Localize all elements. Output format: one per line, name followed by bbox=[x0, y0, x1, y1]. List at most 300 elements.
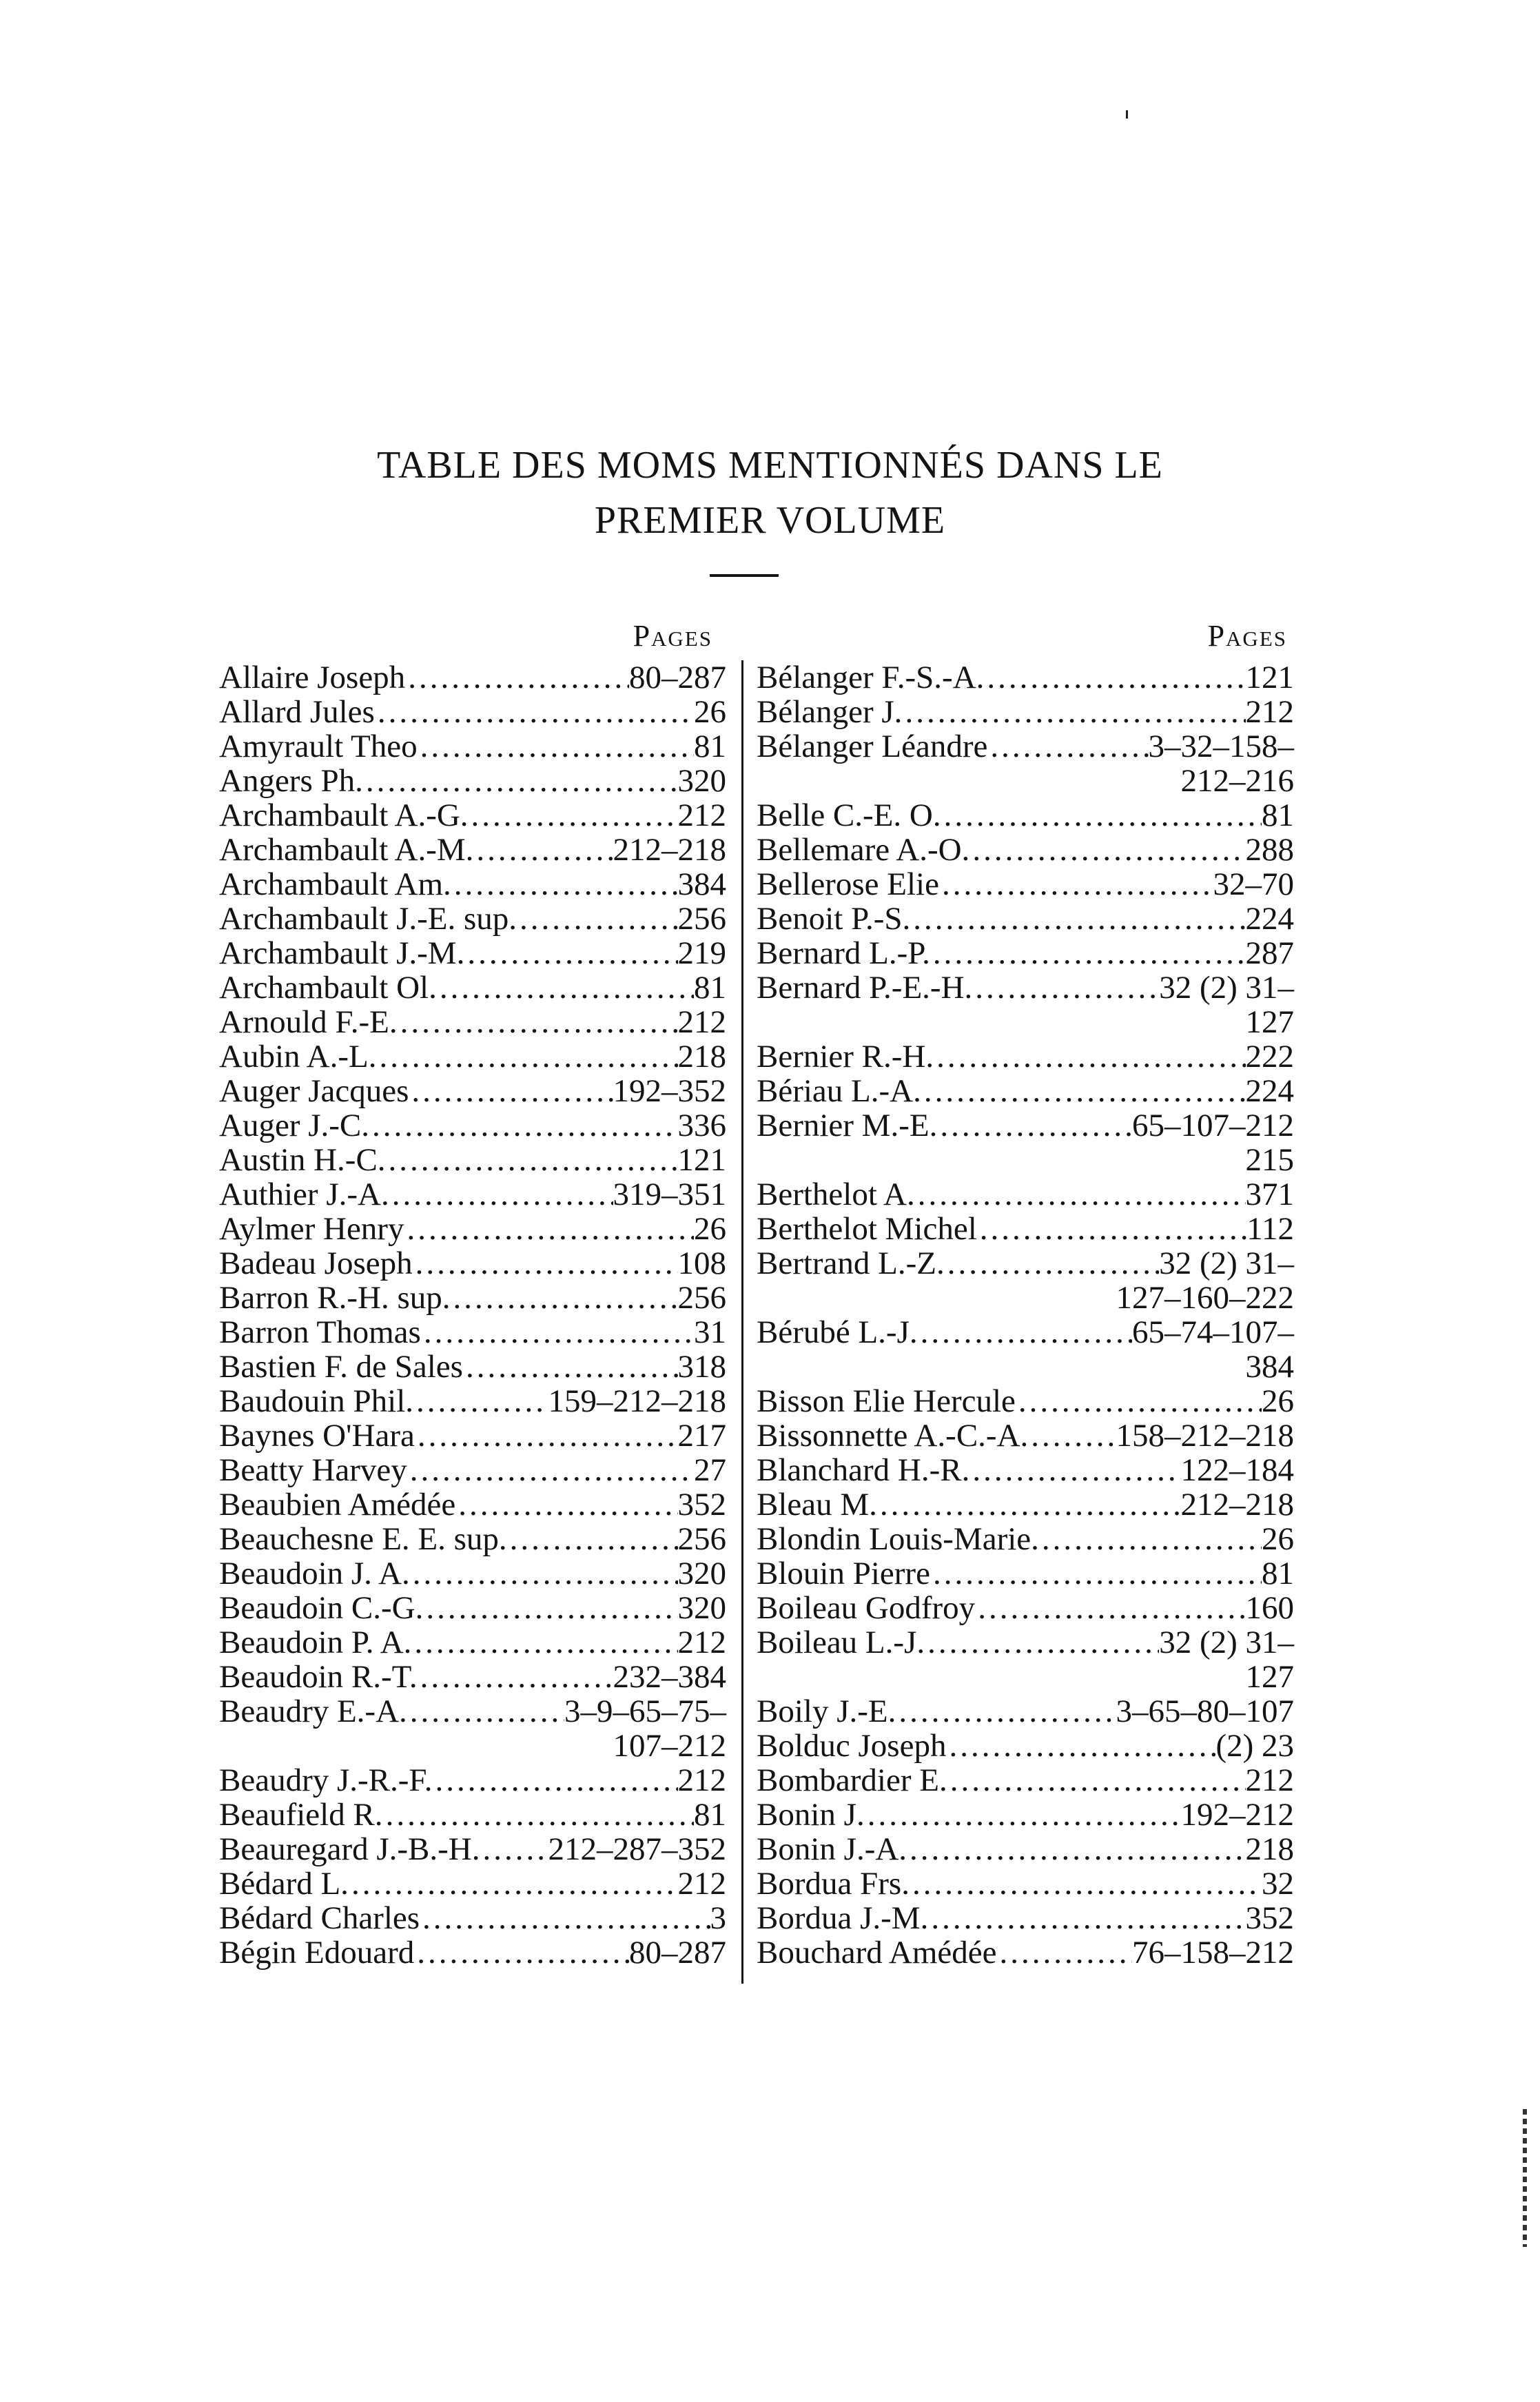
entry-name: Aubin A.-L. bbox=[219, 1039, 377, 1075]
index-entry bbox=[757, 1384, 1294, 1418]
entry-pages: 122–184 bbox=[1180, 1452, 1294, 1488]
left-column bbox=[219, 612, 726, 1970]
index-entry bbox=[757, 1763, 1294, 1798]
entry-name: Bellemare A.-O. bbox=[757, 832, 970, 868]
entry-name: Berthelot A. bbox=[757, 1177, 915, 1212]
index-entry bbox=[757, 1074, 1294, 1108]
dot-leader bbox=[946, 1729, 1215, 1763]
dot-leader bbox=[418, 729, 694, 764]
column-divider bbox=[741, 660, 743, 1984]
dot-leader bbox=[925, 1625, 1159, 1660]
dot-leader bbox=[376, 1039, 677, 1074]
entry-name: Boileau L.-J. bbox=[757, 1625, 925, 1660]
index-entry bbox=[219, 867, 726, 902]
index-entry bbox=[219, 1384, 726, 1418]
dot-leader bbox=[404, 1212, 694, 1246]
entry-name: Beauchesne E. E. sup. bbox=[219, 1521, 507, 1557]
index-entry bbox=[757, 1039, 1294, 1074]
entry-name: Bernier M.-E. bbox=[757, 1108, 938, 1143]
index-entry bbox=[219, 764, 726, 798]
entry-name: Bolduc Joseph bbox=[757, 1728, 947, 1764]
dot-leader bbox=[451, 1281, 678, 1315]
entry-name: Beatty Harvey bbox=[219, 1452, 407, 1488]
dot-leader bbox=[369, 1108, 678, 1143]
entry-pages: 3–9–65–75– bbox=[564, 1693, 726, 1729]
dot-leader bbox=[930, 936, 1246, 970]
entry-name: Bernier R.-H. bbox=[757, 1039, 934, 1075]
index-entry bbox=[757, 1350, 1294, 1384]
entry-name: Austin H.-C. bbox=[219, 1142, 386, 1178]
entry-pages: 212 bbox=[677, 797, 726, 833]
entry-name: Auger J.-C. bbox=[219, 1108, 369, 1143]
entry-pages: 212 bbox=[677, 1762, 726, 1798]
dot-leader bbox=[896, 1694, 1116, 1729]
dot-leader bbox=[969, 1453, 1180, 1487]
dot-leader bbox=[473, 833, 613, 867]
index-entry bbox=[219, 1522, 726, 1556]
name-index-table bbox=[219, 0, 1294, 2402]
title-line-1: TABLE DES MOMS MENTIONNÉS DANS LE bbox=[377, 444, 1163, 487]
index-entry bbox=[219, 1901, 726, 1935]
entry-name: Bédard Charles bbox=[219, 1900, 420, 1936]
entry-pages: 26 bbox=[694, 1211, 726, 1247]
dot-leader bbox=[517, 902, 677, 936]
entry-pages: 320 bbox=[677, 1556, 726, 1591]
entry-name: Boily J.-E. bbox=[757, 1693, 896, 1729]
dot-leader bbox=[469, 798, 678, 833]
dot-leader bbox=[947, 1763, 1246, 1798]
entry-name: Boileau Godfroy bbox=[757, 1590, 976, 1626]
entry-name: Blouin Pierre bbox=[757, 1556, 930, 1591]
entry-pages: 212–287–352 bbox=[548, 1831, 726, 1867]
index-entry bbox=[219, 695, 726, 729]
entry-name: Bastien F. de Sales bbox=[219, 1349, 463, 1385]
index-entry bbox=[757, 1694, 1294, 1729]
index-entry bbox=[219, 1625, 726, 1660]
dot-leader bbox=[413, 1384, 548, 1418]
index-entry bbox=[757, 1143, 1294, 1177]
index-entry bbox=[219, 1418, 726, 1453]
dot-leader bbox=[941, 798, 1262, 833]
entry-name: Barron R.-H. sup. bbox=[219, 1280, 451, 1316]
index-entry bbox=[219, 970, 726, 1005]
page-edge-mark bbox=[1523, 2109, 1527, 2247]
left-pages-header: Pages bbox=[633, 619, 712, 653]
dot-leader bbox=[969, 833, 1245, 867]
entry-pages: 81 bbox=[1262, 1556, 1294, 1591]
index-entry bbox=[757, 1212, 1294, 1246]
index-entry bbox=[757, 1418, 1294, 1453]
entry-name: Beaufield R. bbox=[219, 1797, 383, 1833]
dot-leader bbox=[383, 1798, 694, 1832]
entry-pages: 319–351 bbox=[613, 1177, 726, 1212]
entry-name: Bombardier E. bbox=[757, 1762, 947, 1798]
entry-name: Bisson Elie Hercule bbox=[757, 1383, 1016, 1419]
entry-name: Auger Jacques bbox=[219, 1073, 409, 1109]
entry-pages: 3 bbox=[710, 1900, 726, 1936]
dot-leader bbox=[414, 1935, 629, 1970]
entry-name: Bordua J.-M. bbox=[757, 1900, 929, 1936]
entry-pages: 160 bbox=[1245, 1590, 1294, 1626]
entry-pages: 384 bbox=[677, 866, 726, 902]
index-entry bbox=[757, 833, 1294, 867]
index-entry bbox=[757, 1832, 1294, 1866]
index-entry bbox=[219, 902, 726, 936]
entry-name: Beaudry E.-A. bbox=[219, 1693, 407, 1729]
entry-pages: 3–32–158– bbox=[1148, 729, 1294, 764]
index-entry bbox=[219, 660, 726, 695]
entry-pages: 32 bbox=[1262, 1866, 1294, 1902]
entry-pages: 159–212–218 bbox=[548, 1383, 726, 1419]
entry-name: Allard Jules bbox=[219, 694, 375, 730]
entry-pages: 108 bbox=[677, 1245, 726, 1281]
index-entry bbox=[219, 729, 726, 764]
index-entry bbox=[219, 1108, 726, 1143]
dot-leader bbox=[375, 695, 694, 729]
index-entry bbox=[757, 1935, 1294, 1970]
entry-pages: 336 bbox=[677, 1108, 726, 1143]
entry-name: Archambault A.-G. bbox=[219, 797, 469, 833]
entry-name: Benoit P.-S. bbox=[757, 901, 911, 937]
dot-leader bbox=[455, 1487, 677, 1522]
index-entry bbox=[219, 1660, 726, 1694]
entry-pages: 81 bbox=[694, 970, 726, 1006]
entry-name: Berthelot Michel bbox=[757, 1211, 977, 1247]
entry-pages: 192–212 bbox=[1180, 1797, 1294, 1833]
index-entry bbox=[757, 1177, 1294, 1212]
dot-leader bbox=[386, 1143, 678, 1177]
entry-name: Bériau L.-A. bbox=[757, 1073, 921, 1109]
index-entry bbox=[757, 1522, 1294, 1556]
entry-pages: 127 bbox=[1245, 1004, 1294, 1040]
entry-name: Bédard L. bbox=[219, 1866, 349, 1902]
title-line-2: PREMIER VOLUME bbox=[594, 499, 946, 542]
entry-name: Bernard L.-P. bbox=[757, 935, 930, 971]
entry-pages: 121 bbox=[1245, 660, 1294, 695]
index-entry bbox=[757, 1660, 1294, 1694]
dot-leader bbox=[902, 695, 1245, 729]
index-entry bbox=[219, 1591, 726, 1625]
entry-name: Bonin J. bbox=[757, 1797, 865, 1833]
index-entry bbox=[219, 1281, 726, 1315]
dot-leader bbox=[437, 970, 694, 1005]
entry-pages: 80–287 bbox=[629, 660, 726, 695]
entry-name: Bleau M. bbox=[757, 1487, 877, 1523]
entry-name: Bissonnette A.-C.-A. bbox=[757, 1418, 1029, 1454]
index-entry bbox=[757, 1108, 1294, 1143]
entry-pages: 219 bbox=[677, 935, 726, 971]
index-entry bbox=[219, 1798, 726, 1832]
dot-leader bbox=[463, 1350, 678, 1384]
entry-pages: 192–352 bbox=[613, 1073, 726, 1109]
entry-pages: 32 (2) 31– bbox=[1159, 970, 1294, 1006]
entry-pages: 32 (2) 31– bbox=[1159, 1245, 1294, 1281]
entry-pages: 320 bbox=[677, 763, 726, 799]
index-entry bbox=[757, 902, 1294, 936]
entry-pages: 81 bbox=[694, 1797, 726, 1833]
index-entry bbox=[219, 1487, 726, 1522]
entry-name: Bélanger F.-S.-A. bbox=[757, 660, 985, 695]
entry-pages: 26 bbox=[1262, 1383, 1294, 1419]
entry-name: Bouchard Amédée bbox=[757, 1935, 997, 1971]
left-entry-list bbox=[219, 660, 726, 1970]
index-entry bbox=[757, 1281, 1294, 1315]
dot-leader bbox=[363, 764, 678, 798]
entry-pages: 215 bbox=[1245, 1142, 1294, 1178]
entry-pages: 80–287 bbox=[629, 1935, 726, 1971]
dot-leader bbox=[915, 1177, 1246, 1212]
entry-pages: 371 bbox=[1245, 1177, 1294, 1212]
dot-leader bbox=[1016, 1384, 1262, 1418]
index-entry bbox=[757, 1487, 1294, 1522]
entry-pages: 218 bbox=[677, 1039, 726, 1075]
entry-pages: 31 bbox=[694, 1314, 726, 1350]
dot-leader bbox=[1028, 1418, 1116, 1453]
dot-leader bbox=[411, 1625, 677, 1660]
dot-leader bbox=[987, 729, 1148, 764]
entry-pages: 127–160–222 bbox=[1116, 1280, 1294, 1316]
entry-name: Bégin Edouard bbox=[219, 1935, 415, 1971]
index-entry bbox=[219, 1039, 726, 1074]
entry-name: Bélanger Léandre bbox=[757, 729, 988, 764]
index-entry bbox=[757, 764, 1294, 798]
entry-name: Beaudoin J. A. bbox=[219, 1556, 410, 1591]
entry-pages: 232–384 bbox=[613, 1659, 726, 1695]
dot-leader bbox=[389, 1177, 613, 1212]
index-entry bbox=[219, 1556, 726, 1591]
index-entry bbox=[757, 1005, 1294, 1039]
entry-pages: 224 bbox=[1245, 1073, 1294, 1109]
index-entry bbox=[219, 1074, 726, 1108]
entry-pages: 76–158–212 bbox=[1132, 1935, 1294, 1971]
dot-leader bbox=[984, 660, 1245, 695]
index-entry bbox=[219, 1246, 726, 1281]
entry-name: Bérubé L.-J. bbox=[757, 1314, 918, 1350]
dot-leader bbox=[415, 1418, 678, 1453]
entry-pages: 320 bbox=[677, 1590, 726, 1626]
dot-leader bbox=[996, 1935, 1132, 1970]
index-entry bbox=[219, 1694, 726, 1729]
dot-leader bbox=[975, 1591, 1245, 1625]
entry-pages: 107–212 bbox=[613, 1728, 726, 1764]
index-entry bbox=[219, 1143, 726, 1177]
entry-pages: 222 bbox=[1245, 1039, 1294, 1075]
entry-name: Arnould F.-E. bbox=[219, 1004, 398, 1040]
entry-pages: 256 bbox=[677, 1521, 726, 1557]
entry-name: Beaudoin C.-G. bbox=[219, 1590, 424, 1626]
entry-pages: 32 (2) 31– bbox=[1159, 1625, 1294, 1660]
dot-leader bbox=[934, 1039, 1245, 1074]
index-entry bbox=[219, 1729, 726, 1763]
entry-pages: (2) 23 bbox=[1215, 1728, 1294, 1764]
entry-pages: 287 bbox=[1245, 935, 1294, 971]
entry-pages: 32–70 bbox=[1213, 866, 1294, 902]
dot-leader bbox=[910, 902, 1245, 936]
entry-pages: 212–218 bbox=[613, 832, 726, 868]
index-entry bbox=[219, 1866, 726, 1901]
entry-name: Beaubien Amédée bbox=[219, 1487, 456, 1523]
dot-leader bbox=[918, 1315, 1132, 1350]
index-entry bbox=[219, 1315, 726, 1350]
entry-name: Baynes O'Hara bbox=[219, 1418, 415, 1454]
index-entry bbox=[757, 660, 1294, 695]
dot-leader bbox=[972, 970, 1159, 1005]
entry-pages: 352 bbox=[1245, 1900, 1294, 1936]
entry-name: Badeau Joseph bbox=[219, 1245, 413, 1281]
index-entry bbox=[757, 798, 1294, 833]
index-entry bbox=[757, 936, 1294, 970]
dot-leader bbox=[410, 1556, 678, 1591]
entry-pages: 212 bbox=[677, 1004, 726, 1040]
dot-leader bbox=[407, 1453, 694, 1487]
dot-leader bbox=[464, 936, 677, 970]
entry-name: Aylmer Henry bbox=[219, 1211, 404, 1247]
index-entry bbox=[219, 1177, 726, 1212]
dot-leader bbox=[930, 1556, 1262, 1591]
index-entry bbox=[219, 1832, 726, 1866]
dot-leader bbox=[407, 1694, 564, 1729]
entry-name: Allaire Joseph bbox=[219, 660, 406, 695]
right-pages-header: Pages bbox=[1207, 619, 1287, 653]
entry-pages: 256 bbox=[677, 901, 726, 937]
dot-leader bbox=[939, 867, 1213, 902]
entry-pages: 288 bbox=[1245, 832, 1294, 868]
entry-pages: 212–218 bbox=[1180, 1487, 1294, 1523]
entry-name: Blondin Louis-Marie. bbox=[757, 1521, 1039, 1557]
index-entry bbox=[219, 1005, 726, 1039]
entry-pages: 81 bbox=[694, 729, 726, 764]
dot-leader bbox=[433, 1763, 678, 1798]
dot-leader bbox=[937, 1108, 1132, 1143]
entry-name: Bernard P.-E.-H. bbox=[757, 970, 973, 1006]
dot-leader bbox=[865, 1798, 1181, 1832]
entry-name: Authier J.-A. bbox=[219, 1177, 389, 1212]
entry-name: Belle C.-E. O. bbox=[757, 797, 941, 833]
entry-pages: 218 bbox=[1245, 1831, 1294, 1867]
index-entry bbox=[757, 1556, 1294, 1591]
entry-pages: 212 bbox=[677, 1866, 726, 1902]
entry-pages: 112 bbox=[1246, 1211, 1294, 1247]
index-entry bbox=[757, 1453, 1294, 1487]
index-entry bbox=[219, 798, 726, 833]
index-entry bbox=[757, 1901, 1294, 1935]
index-entry bbox=[219, 833, 726, 867]
index-entry bbox=[219, 1935, 726, 1970]
entry-name: Bellerose Elie bbox=[757, 866, 939, 902]
entry-pages: 224 bbox=[1245, 901, 1294, 937]
entry-pages: 158–212–218 bbox=[1116, 1418, 1294, 1454]
entry-pages: 26 bbox=[1262, 1521, 1294, 1557]
index-entry bbox=[219, 936, 726, 970]
entry-pages: 212 bbox=[1245, 1762, 1294, 1798]
entry-name: Bélanger J. bbox=[757, 694, 903, 730]
dot-leader bbox=[349, 1866, 678, 1901]
right-column bbox=[757, 612, 1294, 1970]
dot-leader bbox=[409, 1074, 613, 1108]
entry-pages: 318 bbox=[677, 1349, 726, 1385]
dot-leader bbox=[451, 867, 678, 902]
entry-pages: 212 bbox=[677, 1625, 726, 1660]
dot-leader bbox=[420, 1901, 710, 1935]
entry-pages: 217 bbox=[677, 1418, 726, 1454]
dot-leader bbox=[405, 660, 629, 695]
index-entry bbox=[757, 1591, 1294, 1625]
dot-leader bbox=[877, 1487, 1181, 1522]
dot-leader bbox=[413, 1246, 678, 1281]
entry-pages: 212–216 bbox=[1180, 763, 1294, 799]
dot-leader bbox=[423, 1591, 677, 1625]
index-entry bbox=[757, 729, 1294, 764]
dot-leader bbox=[421, 1315, 694, 1350]
index-entry bbox=[757, 1625, 1294, 1660]
entry-name: Beaudoin R.-T. bbox=[219, 1659, 418, 1695]
dot-leader bbox=[921, 1074, 1246, 1108]
entry-pages: 212 bbox=[1245, 694, 1294, 730]
entry-pages: 127 bbox=[1245, 1659, 1294, 1695]
dot-leader bbox=[418, 1660, 613, 1694]
entry-name: Baudouin Phil. bbox=[219, 1383, 414, 1419]
dot-leader bbox=[907, 1832, 1245, 1866]
entry-pages: 3–65–80–107 bbox=[1116, 1693, 1294, 1729]
index-entry bbox=[757, 1866, 1294, 1901]
right-entry-list bbox=[757, 660, 1294, 1970]
dot-leader bbox=[507, 1522, 678, 1556]
entry-name: Archambault Am. bbox=[219, 866, 451, 902]
entry-name: Bertrand L.-Z. bbox=[757, 1245, 945, 1281]
entry-pages: 121 bbox=[677, 1142, 726, 1178]
entry-name: Amyrault Theo bbox=[219, 729, 418, 764]
index-entry bbox=[757, 970, 1294, 1005]
entry-name: Archambault A.-M. bbox=[219, 832, 474, 868]
dot-leader bbox=[398, 1005, 678, 1039]
entry-name: Angers Ph. bbox=[219, 763, 363, 799]
index-entry bbox=[757, 1315, 1294, 1350]
index-entry bbox=[219, 1350, 726, 1384]
index-entry bbox=[757, 1729, 1294, 1763]
entry-name: Bonin J.-A. bbox=[757, 1831, 907, 1867]
dot-leader bbox=[1039, 1522, 1262, 1556]
index-entry bbox=[219, 1763, 726, 1798]
index-entry bbox=[757, 867, 1294, 902]
dot-leader bbox=[945, 1246, 1159, 1281]
entry-pages: 81 bbox=[1262, 797, 1294, 833]
entry-name: Beaudoin P. A. bbox=[219, 1625, 412, 1660]
dot-leader bbox=[977, 1212, 1246, 1246]
entry-pages: 65–74–107– bbox=[1132, 1314, 1294, 1350]
entry-pages: 256 bbox=[677, 1280, 726, 1316]
dot-leader bbox=[910, 1866, 1262, 1901]
entry-name: Archambault J.-M. bbox=[219, 935, 465, 971]
dot-leader bbox=[480, 1832, 548, 1866]
entry-pages: 26 bbox=[694, 694, 726, 730]
index-entry bbox=[757, 1246, 1294, 1281]
entry-pages: 65–107–212 bbox=[1132, 1108, 1294, 1143]
index-entry bbox=[757, 695, 1294, 729]
index-entry bbox=[219, 1212, 726, 1246]
entry-name: Barron Thomas bbox=[219, 1314, 421, 1350]
entry-pages: 27 bbox=[694, 1452, 726, 1488]
dot-leader bbox=[928, 1901, 1245, 1935]
index-entry bbox=[757, 1798, 1294, 1832]
entry-name: Archambault J.-E. sup. bbox=[219, 901, 517, 937]
index-entry bbox=[219, 1453, 726, 1487]
entry-name: Blanchard H.-R. bbox=[757, 1452, 970, 1488]
entry-name: Archambault Ol. bbox=[219, 970, 437, 1006]
entry-pages: 384 bbox=[1245, 1349, 1294, 1385]
entry-name: Bordua Frs. bbox=[757, 1866, 910, 1902]
entry-name: Beauregard J.-B.-H. bbox=[219, 1831, 480, 1867]
entry-name: Beaudry J.-R.-F. bbox=[219, 1762, 433, 1798]
